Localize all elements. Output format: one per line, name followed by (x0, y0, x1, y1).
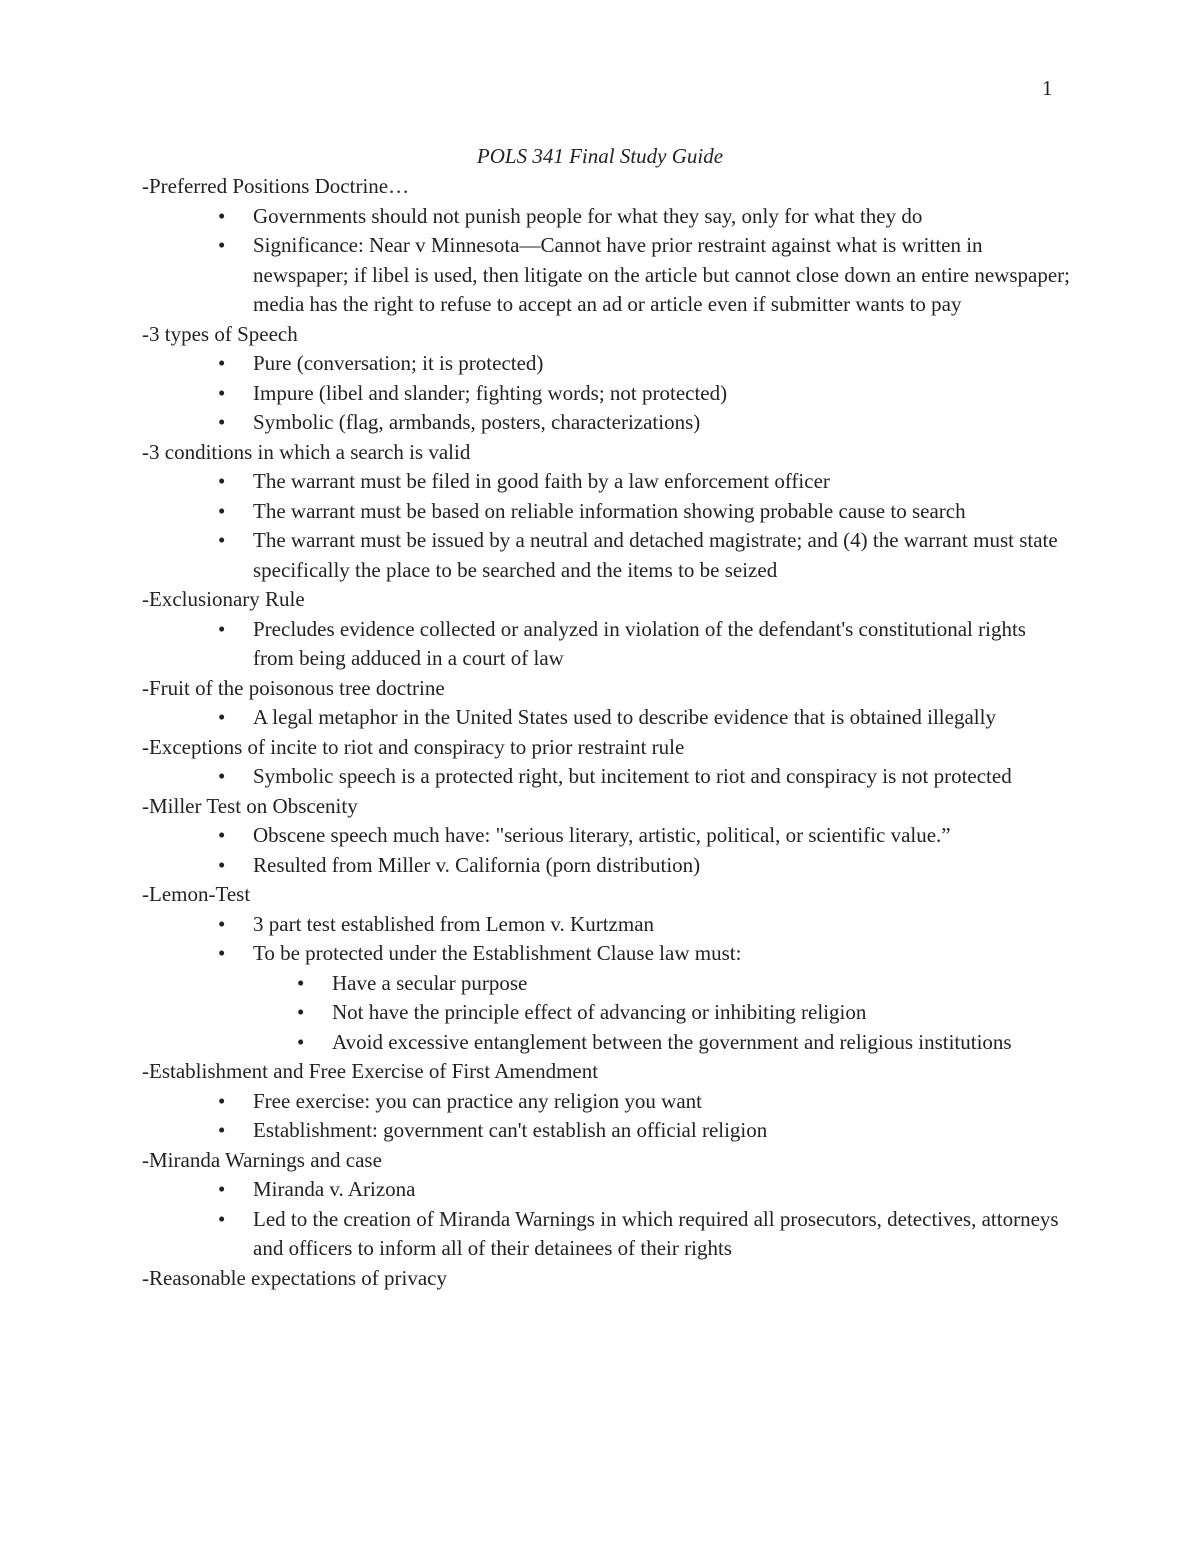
bullet-item: • The warrant must be issued by a neutral and detached magistrate; and (4) the warrant must state specifically the place to be searched and the items to be seized (253, 526, 1072, 585)
section-heading: -Establishment and Free Exercise of First Amendment (142, 1059, 599, 1083)
section-preferred-positions (142, 172, 1072, 320)
bullet-list (142, 1087, 1072, 1146)
page-title: POLS 341 Final Study Guide (476, 144, 724, 168)
bullet-item-with-sublist (253, 939, 1072, 1057)
section-search-conditions (142, 438, 1072, 586)
bullet-item: • Establishment: government can't establish an official religion (253, 1116, 1072, 1146)
section-incite-conspiracy-exceptions (142, 733, 1072, 792)
section-heading: -Miller Test on Obscenity (142, 793, 358, 818)
section-heading: -3 conditions in which a search is valid (142, 439, 471, 464)
bullet-item: • Impure (libel and slander; fighting words; not protected) (253, 379, 1072, 409)
section-miranda (142, 1146, 1072, 1264)
bullet-item: • Free exercise: you can practice any religion you want (253, 1087, 1072, 1117)
bullet-item: • Miranda v. Arizona (253, 1175, 1072, 1205)
sub-bullet-item: • Not have the principle effect of advancing or inhibiting religion (332, 998, 1072, 1028)
study-guide-content (142, 172, 1072, 1293)
page-number: 1 (1042, 76, 1053, 100)
bullet-item: • Significance: Near v Minnesota—Cannot have prior restraint against what is written in newspaper; if libel is used, then litigate on the article but cannot close down an entire newspaper; media has the right to refuse to accept an ad or article even if submitter wants to pay (253, 231, 1072, 320)
bullet-list (142, 202, 1072, 320)
bullet-item: • Pure (conversation; it is protected) (253, 349, 1072, 379)
bullet-item: • Symbolic (flag, armbands, posters, characterizations) (253, 408, 1072, 438)
section-heading: -Reasonable expectations of privacy (142, 1265, 447, 1290)
section-reasonable-expectations (142, 1264, 1072, 1294)
section-heading: -Lemon-Test (142, 882, 251, 906)
bullet-list (142, 615, 1072, 674)
section-miller-test (142, 792, 1072, 881)
section-establishment-free-exercise (142, 1057, 1072, 1146)
section-heading: -Preferred Positions Doctrine… (142, 174, 410, 198)
bullet-item: • The warrant must be based on reliable information showing probable cause to search (253, 497, 1072, 527)
sub-bullet-item: • Avoid excessive entanglement between the government and religious institutions (332, 1028, 1072, 1058)
section-heading: -Miranda Warnings and case (142, 1147, 382, 1172)
bullet-list (142, 762, 1072, 792)
bullet-list (142, 703, 1072, 733)
bullet-item: • A legal metaphor in the United States used to describe evidence that is obtained illegally (253, 703, 1072, 733)
bullet-list (142, 910, 1072, 1058)
bullet-item: • Symbolic speech is a protected right, but incitement to riot and conspiracy is not protected (253, 762, 1072, 792)
section-heading: -Exceptions of incite to riot and conspiracy to prior restraint rule (142, 734, 685, 759)
bullet-list (142, 1175, 1072, 1264)
section-lemon-test (142, 880, 1072, 1057)
bullet-item: • Governments should not punish people for what they say, only for what they do (253, 202, 1072, 232)
sub-bullet-item: • Have a secular purpose (332, 969, 1072, 999)
bullet-item: • Precludes evidence collected or analyzed in violation of the defendant's constitutional rights from being adduced in a court of law (253, 615, 1072, 674)
section-types-of-speech (142, 320, 1072, 438)
section-heading: -3 types of Speech (142, 321, 298, 346)
bullet-item: • Obscene speech much have: "serious literary, artistic, political, or scientific value.” (253, 821, 1072, 851)
bullet-list (142, 349, 1072, 438)
bullet-list (142, 821, 1072, 880)
section-fruit-of-poisonous-tree (142, 674, 1072, 733)
bullet-list (142, 467, 1072, 585)
bullet-item: • Resulted from Miller v. California (porn distribution) (253, 851, 1072, 881)
bullet-item: • Led to the creation of Miranda Warnings in which required all prosecutors, detectives, attorneys and officers to inform all of their detainees of their rights (253, 1205, 1072, 1264)
section-exclusionary-rule (142, 585, 1072, 674)
bullet-item-text: To be protected under the Establishment Clause law must: (253, 941, 742, 965)
bullet-item: • 3 part test established from Lemon v. Kurtzman (253, 910, 1072, 940)
bullet-item: • The warrant must be filed in good faith by a law enforcement officer (253, 467, 1072, 497)
section-heading: -Fruit of the poisonous tree doctrine (142, 675, 445, 700)
section-heading: -Exclusionary Rule (142, 587, 305, 611)
sub-bullet-list (253, 969, 1072, 1058)
